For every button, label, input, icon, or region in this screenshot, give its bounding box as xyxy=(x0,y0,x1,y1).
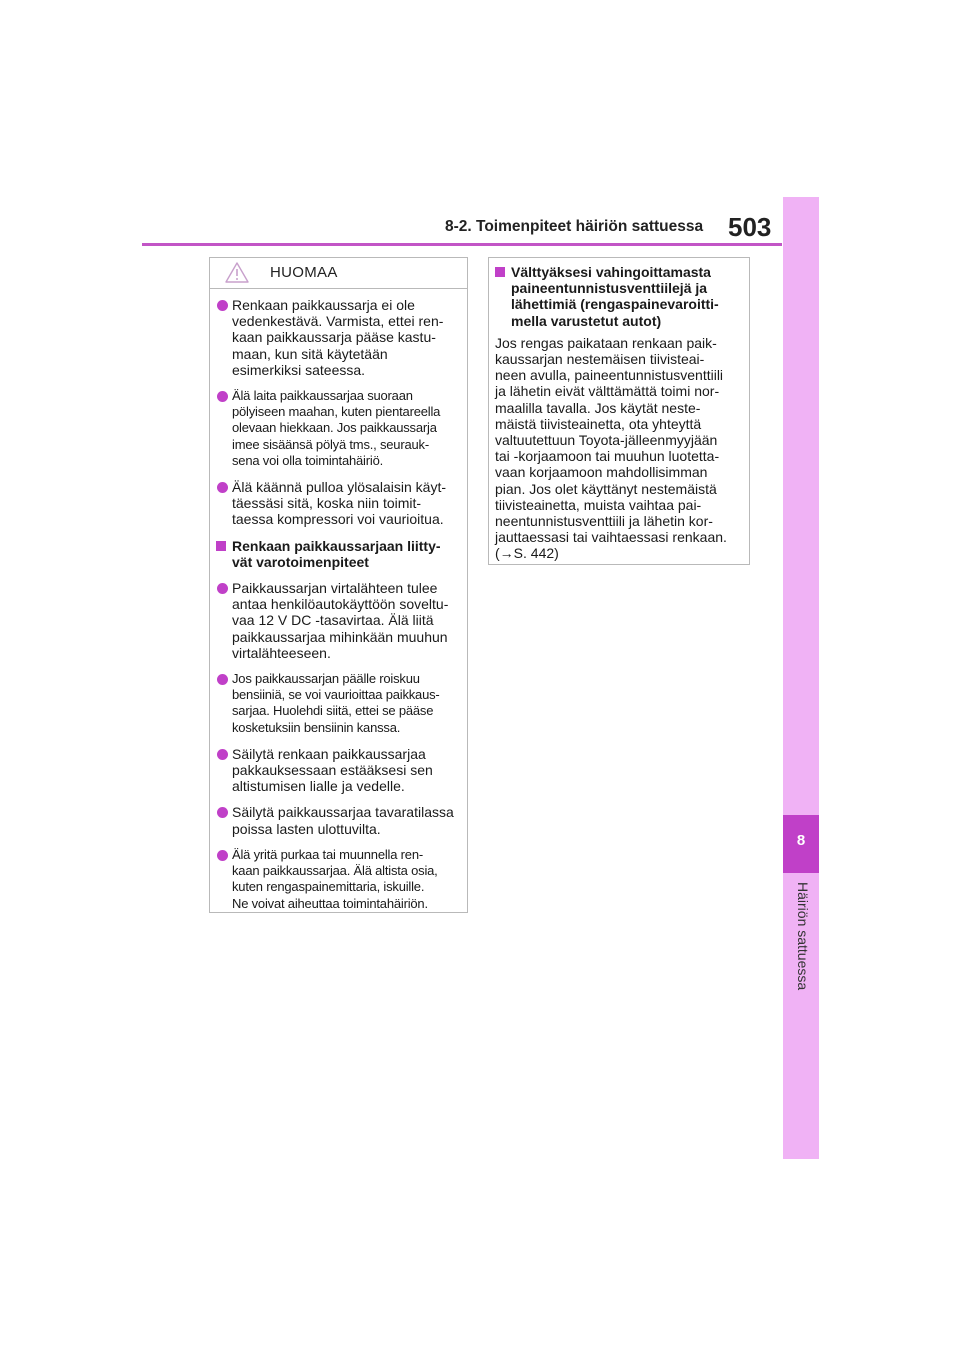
list-item xyxy=(214,297,463,378)
section-title: 8-2. Toimenpiteet häiriön sattuessa xyxy=(445,218,704,235)
list-item-text: Älä käännä pulloa ylösalaisin käyt- täessäsi sitä, koska niin toimit- taessa kompressori voi vaurioitua. xyxy=(232,479,447,528)
info-heading xyxy=(493,264,745,329)
info-paragraph: Jos rengas paikataan renkaan paik- kaussarjan nestemäisen tiivisteai- neen avulla, paineentunnistusventtiili ja lähetin eivät välttämättä toimi nor- maalilla tavalla. Jos käytät neste- mäistä tiivisteainetta, ota yhteyttä valtuutettuun Toyota-jälleenmyyjään tai -korjaamoon tai muuhun luotetta- vaan korjaamoon mahdollisimman pian. Jos olet käyttänyt nestemäistä tiivisteainetta, muista vaihtaa pai- neentunnistusventtiili ja lähetin kor- jauttaessasi tai vaihtaessasi renkaan. (→S. 442) xyxy=(495,334,727,562)
bullet-icon xyxy=(217,391,228,402)
list-item xyxy=(214,479,463,528)
caution-box xyxy=(209,257,468,913)
bullet-icon xyxy=(217,482,228,493)
list-item-text: Älä yritä purkaa tai muunnella ren- kaan paikkaussarjaa. Älä altista osia, kuten rengaspainemittaria, iskuille. Ne voivat aiheuttaa toimintahäiriön. xyxy=(232,846,438,911)
caution-subheading xyxy=(214,538,463,570)
bullet-icon xyxy=(217,583,228,594)
bullet-icon xyxy=(217,674,228,685)
list-item-text: Säilytä paikkaussarjaa tavaratilassa poissa lasten ulottuvilta. xyxy=(232,804,454,837)
subheading-text: Renkaan paikkaussarjaan liitty- vät varotoimenpiteet xyxy=(232,537,441,570)
list-item xyxy=(214,671,463,736)
list-item xyxy=(214,804,463,836)
header-rule xyxy=(142,243,782,246)
page-number: 503 xyxy=(728,212,772,242)
list-item-text: Renkaan paikkaussarja ei ole vedenkestävä. Varmista, ettei ren- kaan paikkaussarja pääse kastu- maan, kun sitä käytetään esimerkiksi sateessa. xyxy=(232,297,444,378)
bullet-icon xyxy=(217,300,228,311)
list-item-text: Älä laita paikkaussarjaa suoraan pölyiseen maahan, kuten pientareella olevaan hiekkaan. Jos paikkaussarja imee sisäänsä pölyä tms., seurauk- sena voi olla toimintahäiriö. xyxy=(232,388,441,468)
info-box xyxy=(488,257,750,565)
list-item-text: Jos paikkaussarjan päälle roiskuu bensiiniä, se voi vaurioittaa paikkaus- sarjaa. Huolehdi siitä, ettei se pääse kosketuksiin bensiinin kanssa. xyxy=(232,671,440,735)
caution-body xyxy=(210,289,467,912)
caution-title: HUOMAA xyxy=(270,264,338,281)
bullet-icon xyxy=(217,850,228,861)
caution-header xyxy=(210,258,467,289)
side-tab-label: Häiriön sattuessa xyxy=(795,882,811,991)
list-item-text: Paikkaussarjan virtalähteen tulee antaa henkilöautokäyttöön soveltu- vaa 12 V DC -tasavirtaa. Älä liitä paikkaussarjaa mihinkään muuhun virtalähteeseen. xyxy=(232,580,449,661)
list-item xyxy=(214,580,463,661)
square-bullet-icon xyxy=(216,541,226,551)
side-tab-number: 8 xyxy=(796,832,806,849)
list-item-text: Säilytä renkaan paikkaussarjaa pakkauksessaan estääksesi sen altistumisen lialle ja vedelle. xyxy=(232,745,433,795)
info-heading-text: Välttyäksesi vahingoittamasta paineentunnistusventtiilejä ja lähettimiä (rengaspainevaroitti- mella varustetut autot) xyxy=(511,264,719,329)
bullet-icon xyxy=(217,807,228,818)
list-item xyxy=(214,388,463,469)
list-item xyxy=(214,746,463,795)
square-bullet-icon xyxy=(495,267,505,277)
list-item xyxy=(214,847,463,912)
bullet-icon xyxy=(217,749,228,760)
warning-triangle-icon xyxy=(224,261,250,284)
